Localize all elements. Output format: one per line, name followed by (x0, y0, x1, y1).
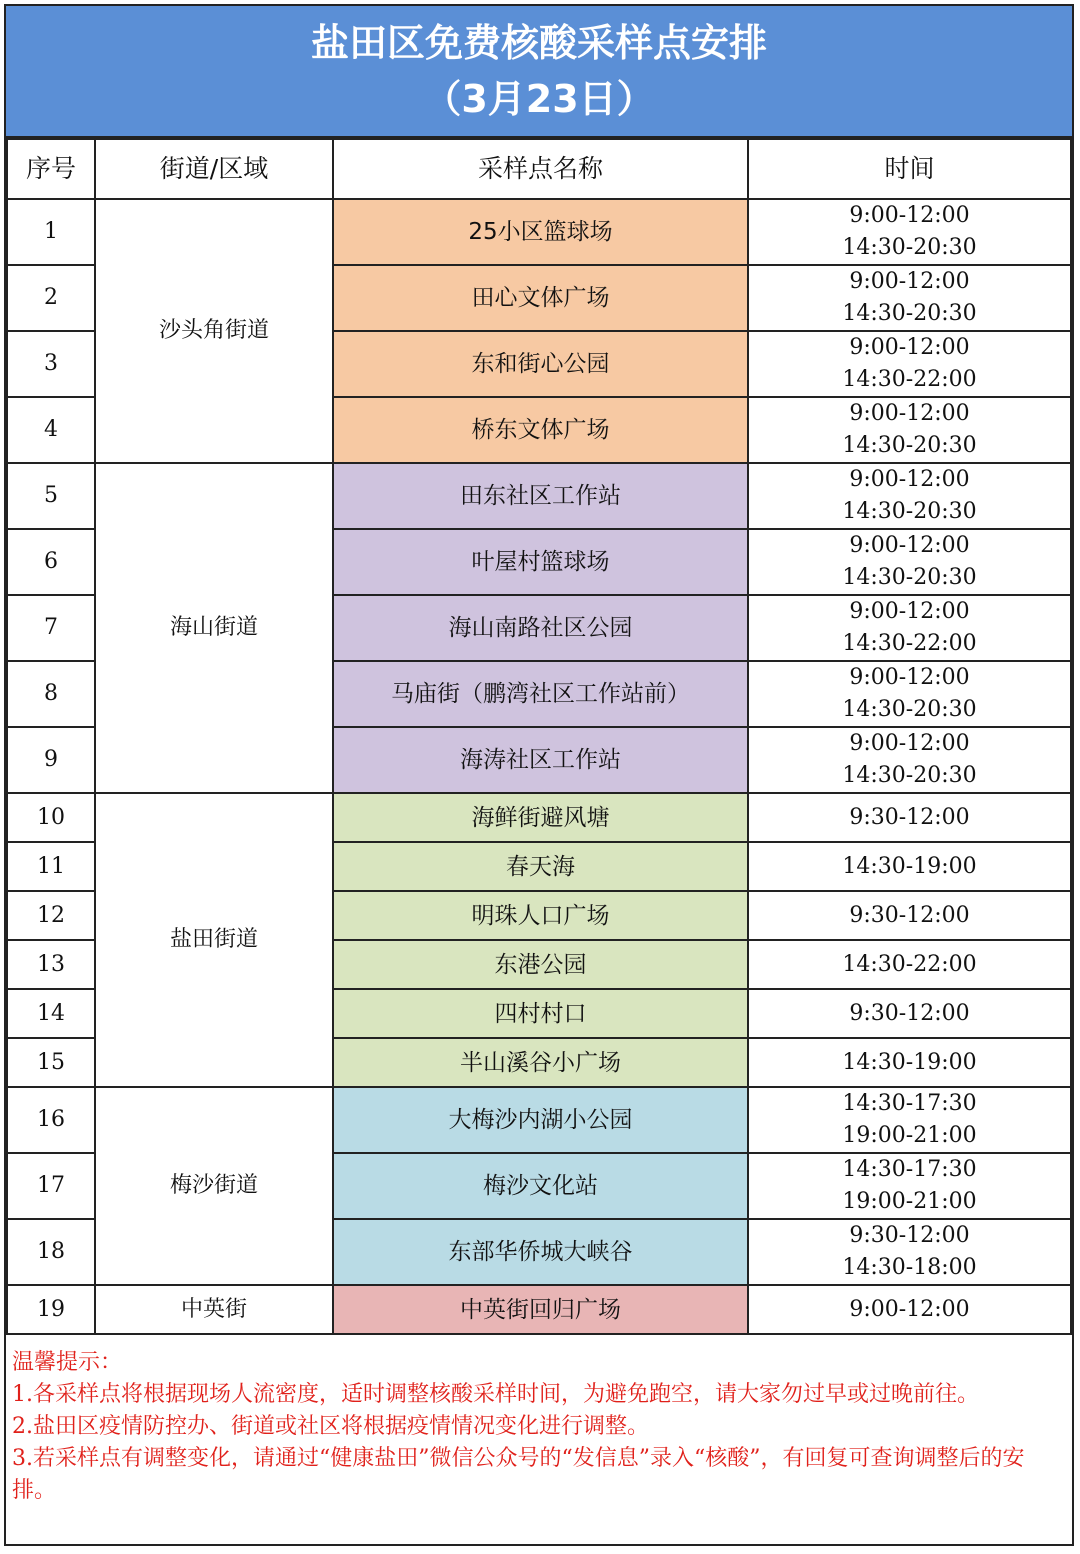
sampling-sites-table (6, 138, 1072, 1335)
time-cell (748, 1285, 1071, 1334)
time-cell (748, 661, 1071, 727)
time-slot: 9:30-12:00 (849, 804, 970, 830)
time-cell (748, 331, 1071, 397)
time-cell (748, 1219, 1071, 1285)
site-name: 马庙街（鹏湾社区工作站前） (333, 661, 748, 727)
time-slot: 9:00-12:00 (849, 665, 970, 690)
time-slot: 14:30-17:30 (842, 1157, 977, 1182)
site-name: 海山南路社区公园 (333, 595, 748, 661)
table-row (7, 793, 1071, 842)
time-slot: 9:30-12:00 (849, 1000, 970, 1026)
time-cell (748, 1087, 1071, 1153)
site-name: 田东社区工作站 (333, 463, 748, 529)
table-row (7, 463, 1071, 529)
note-item: 1.各采样点将根据现场人流密度，适时调整核酸采样时间，为避免跑空，请大家勿过早或过晚前往。 (12, 1382, 979, 1407)
site-name: 桥东文体广场 (333, 397, 748, 463)
row-no: 3 (7, 331, 95, 397)
time-slot: 9:00-12:00 (849, 203, 970, 228)
site-name: 叶屋村篮球场 (333, 529, 748, 595)
row-no: 12 (7, 891, 95, 940)
row-no: 11 (7, 842, 95, 891)
table-header-row (7, 139, 1071, 199)
time-slot: 14:30-22:00 (842, 631, 977, 656)
site-name: 梅沙文化站 (333, 1153, 748, 1219)
header-seq: 序号 (7, 139, 95, 199)
row-no: 17 (7, 1153, 95, 1219)
time-slot: 14:30-20:30 (842, 499, 977, 524)
site-name: 东港公园 (333, 940, 748, 989)
row-no: 16 (7, 1087, 95, 1153)
time-slot: 14:30-17:30 (842, 1091, 977, 1116)
street-cell: 梅沙街道 (95, 1087, 333, 1285)
time-cell (748, 727, 1071, 793)
time-slot: 14:30-18:00 (842, 1255, 977, 1280)
time-slot: 9:00-12:00 (849, 731, 970, 756)
site-name: 半山溪谷小广场 (333, 1038, 748, 1087)
time-cell (748, 397, 1071, 463)
site-name: 大梅沙内湖小公园 (333, 1087, 748, 1153)
street-cell: 海山街道 (95, 463, 333, 793)
row-no: 8 (7, 661, 95, 727)
site-name: 四村村口 (333, 989, 748, 1038)
time-slot: 14:30-20:30 (842, 301, 977, 326)
time-slot: 9:00-12:00 (849, 269, 970, 294)
row-no: 18 (7, 1219, 95, 1285)
site-name: 东和街心公园 (333, 331, 748, 397)
table-row (7, 199, 1071, 265)
site-name: 海鲜街避风塘 (333, 793, 748, 842)
time-slot: 9:00-12:00 (849, 1296, 970, 1322)
time-slot: 14:30-22:00 (842, 951, 977, 977)
row-no: 15 (7, 1038, 95, 1087)
row-no: 13 (7, 940, 95, 989)
site-name: 田心文体广场 (333, 265, 748, 331)
schedule-sheet (4, 4, 1074, 1546)
row-no: 5 (7, 463, 95, 529)
time-slot: 9:00-12:00 (849, 467, 970, 492)
time-slot: 19:00-21:00 (842, 1123, 977, 1148)
time-cell (748, 265, 1071, 331)
title-banner (6, 6, 1072, 138)
time-cell (748, 793, 1071, 842)
street-cell: 中英街 (95, 1285, 333, 1334)
site-name: 明珠人口广场 (333, 891, 748, 940)
time-slot: 9:00-12:00 (849, 533, 970, 558)
site-name: 海涛社区工作站 (333, 727, 748, 793)
time-slot: 9:00-12:00 (849, 599, 970, 624)
header-street: 街道/区域 (95, 139, 333, 199)
time-slot: 14:30-20:30 (842, 763, 977, 788)
time-slot: 9:30-12:00 (849, 1223, 970, 1248)
time-cell (748, 463, 1071, 529)
time-slot: 9:00-12:00 (849, 401, 970, 426)
table-row (7, 1087, 1071, 1153)
time-slot: 14:30-19:00 (842, 1049, 977, 1075)
table-row (7, 1285, 1071, 1334)
time-cell (748, 595, 1071, 661)
row-no: 9 (7, 727, 95, 793)
time-slot: 14:30-22:00 (842, 367, 977, 392)
street-cell: 沙头角街道 (95, 199, 333, 463)
page-title: 盐田区免费核酸采样点安排 (310, 21, 767, 65)
row-no: 7 (7, 595, 95, 661)
row-no: 2 (7, 265, 95, 331)
note-item: 2.盐田区疫情防控办、街道或社区将根据疫情情况变化进行调整。 (12, 1414, 649, 1439)
site-name: 25小区篮球场 (333, 199, 748, 265)
row-no: 4 (7, 397, 95, 463)
row-no: 6 (7, 529, 95, 595)
time-cell (748, 940, 1071, 989)
time-cell (748, 529, 1071, 595)
time-slot: 14:30-20:30 (842, 235, 977, 260)
row-no: 10 (7, 793, 95, 842)
street-cell: 盐田街道 (95, 793, 333, 1087)
time-cell (748, 199, 1071, 265)
time-slot: 14:30-20:30 (842, 697, 977, 722)
time-slot: 9:00-12:00 (849, 335, 970, 360)
time-cell (748, 842, 1071, 891)
time-slot: 19:00-21:00 (842, 1189, 977, 1214)
site-name: 中英街回归广场 (333, 1285, 748, 1334)
header-site: 采样点名称 (333, 139, 748, 199)
time-cell (748, 1038, 1071, 1087)
row-no: 14 (7, 989, 95, 1038)
time-cell (748, 989, 1071, 1038)
time-slot: 14:30-19:00 (842, 853, 977, 879)
notes-heading: 温馨提示： (12, 1350, 123, 1375)
note-item: 3.若采样点有调整变化，请通过“健康盐田”微信公众号的“发信息”录入“核酸”，有回复可查询调整后的安排。 (12, 1446, 1025, 1503)
notes-section (6, 1335, 1072, 1507)
row-no: 19 (7, 1285, 95, 1334)
site-name: 春天海 (333, 842, 748, 891)
site-name: 东部华侨城大峡谷 (333, 1219, 748, 1285)
time-slot: 14:30-20:30 (842, 433, 977, 458)
time-cell (748, 1153, 1071, 1219)
page-subtitle-date: （3月23日） (423, 77, 655, 121)
header-time: 时间 (748, 139, 1071, 199)
time-slot: 14:30-20:30 (842, 565, 977, 590)
time-slot: 9:30-12:00 (849, 902, 970, 928)
time-cell (748, 891, 1071, 940)
row-no: 1 (7, 199, 95, 265)
